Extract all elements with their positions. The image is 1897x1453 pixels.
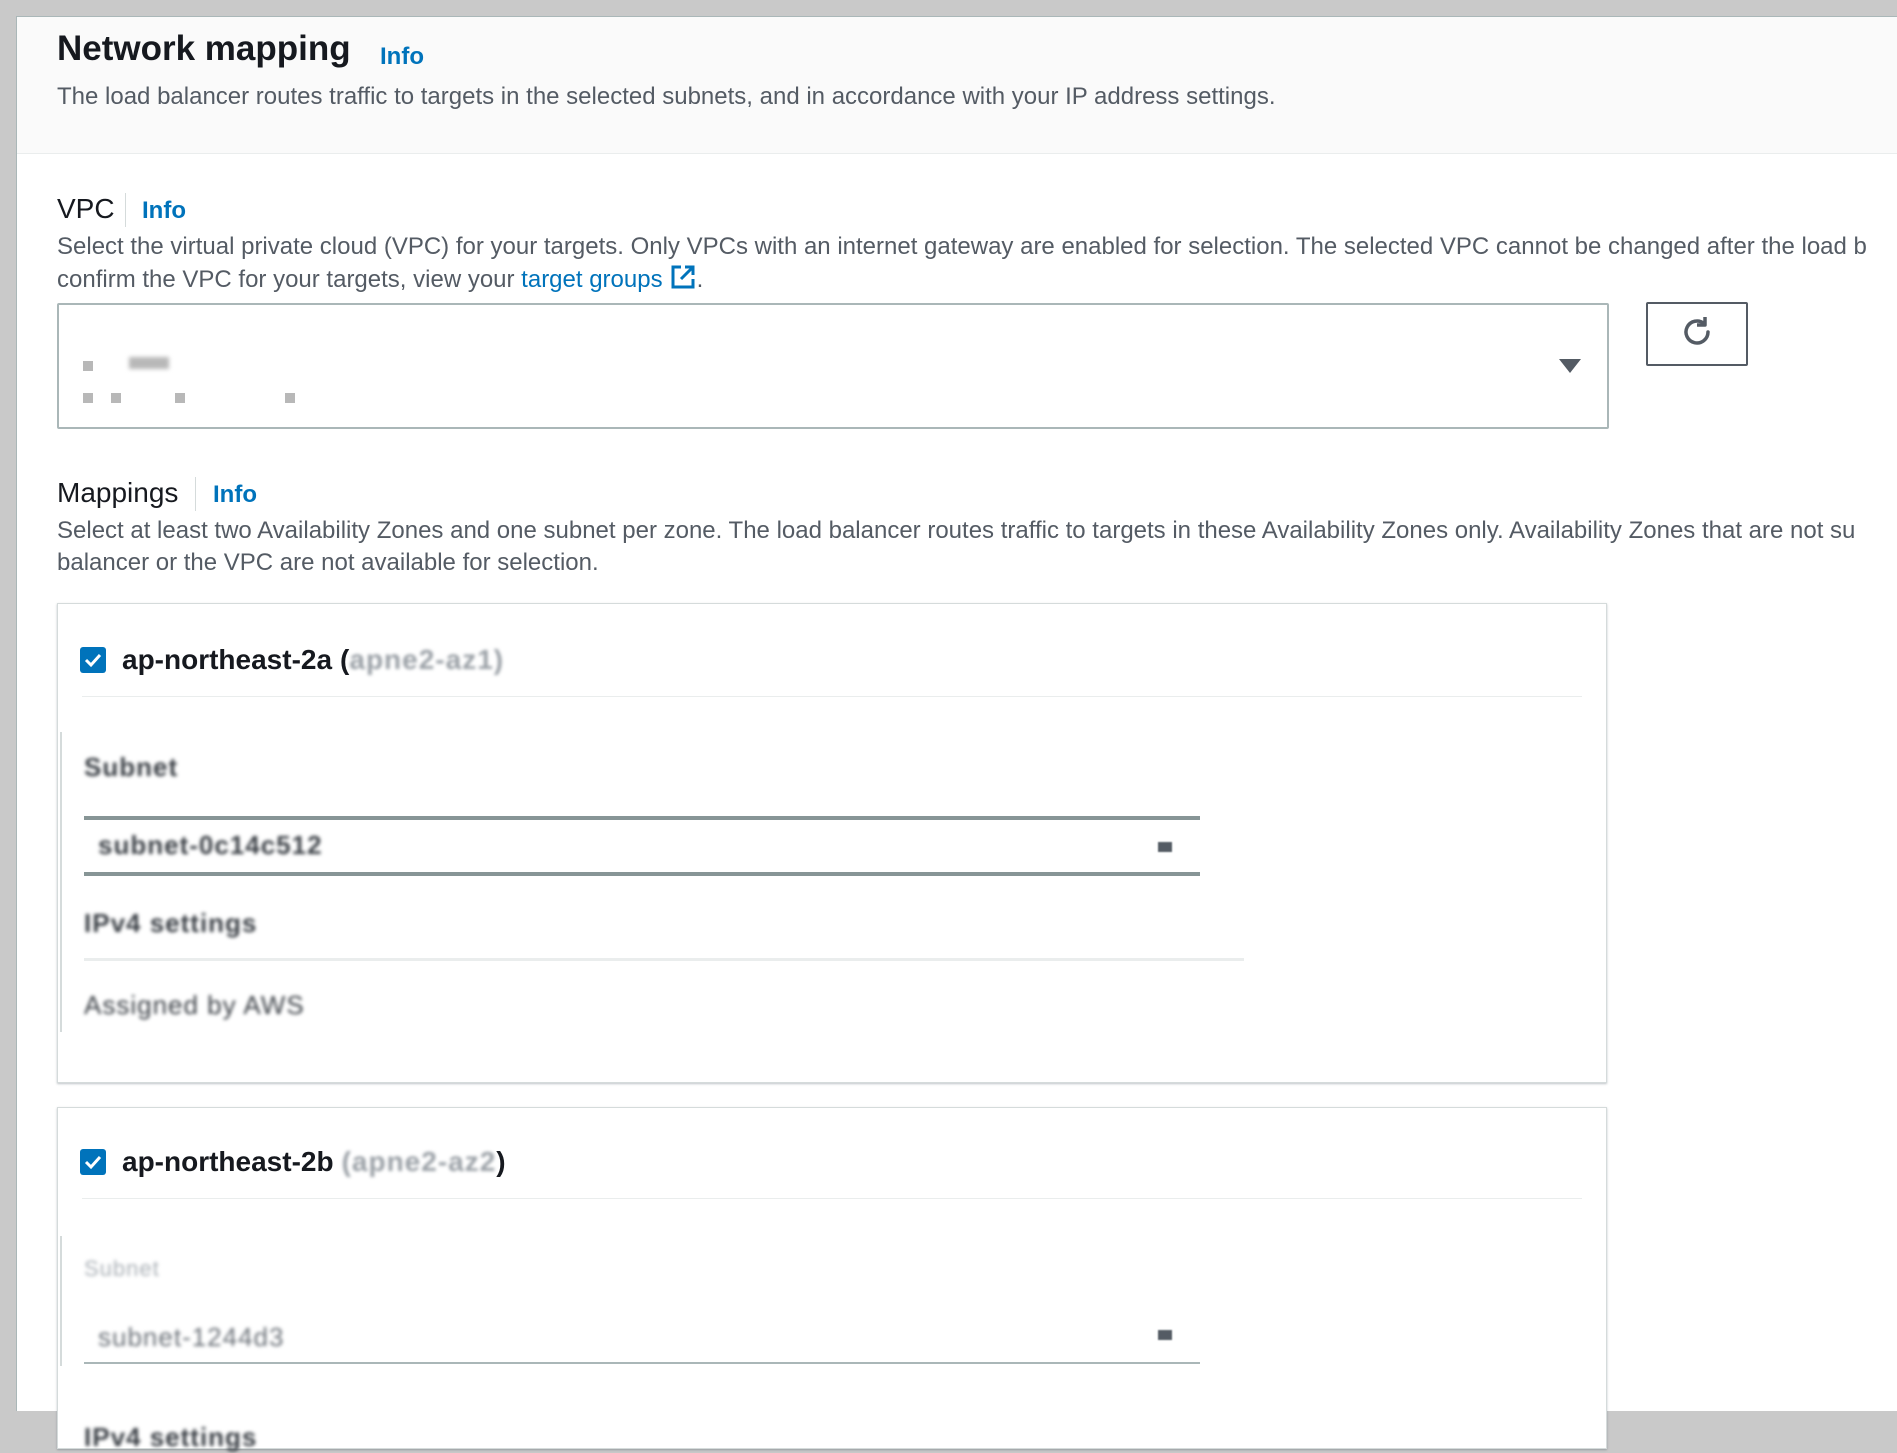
vpc-select-caret-icon — [1559, 359, 1581, 373]
subnet-caret-icon — [1158, 842, 1172, 852]
mappings-description-line1: Select at least two Availability Zones and one subnet per zone. The load balancer routes traffic to targets in these Availability Zones only. Availability Zones that are not su — [57, 517, 1856, 544]
ipv4-divider — [84, 958, 1244, 961]
vpc-description-prefix: confirm the VPC for your targets, view your — [57, 266, 522, 293]
section-info-link[interactable]: Info — [380, 43, 424, 70]
checkmark-icon — [83, 1152, 103, 1172]
refresh-icon — [1679, 314, 1715, 355]
vpc-select[interactable] — [57, 303, 1609, 429]
az-name: ap-northeast-2a — [122, 644, 333, 675]
az-checkbox[interactable] — [80, 647, 106, 673]
az-header — [80, 1146, 506, 1178]
vpc-refresh-button[interactable] — [1646, 302, 1748, 366]
vpc-value-redacted-6 — [285, 393, 295, 403]
mappings-info-link[interactable]: Info — [213, 481, 257, 508]
vpc-label: VPC — [57, 193, 115, 224]
mappings-description-line2: balancer or the VPC are not available for selection. — [57, 549, 599, 576]
checkmark-icon — [83, 650, 103, 670]
vpc-value-redacted-3 — [83, 393, 93, 403]
vpc-value-redacted-1 — [83, 361, 93, 371]
vpc-value-redacted-4 — [111, 393, 121, 403]
vpc-description-line1: Select the virtual private cloud (VPC) for your targets. Only VPCs with an internet gateway are enabled for selection. The selected VPC cannot be changed after the load b — [57, 233, 1867, 260]
section-title: Network mapping — [57, 29, 351, 68]
az-zone-id-redacted: (apne2-az2 — [341, 1146, 497, 1177]
vpc-value-redacted-5 — [175, 393, 185, 403]
ipv4-settings-label: IPv4 settings — [84, 1422, 258, 1452]
az-card-ap-northeast-2a — [57, 603, 1607, 1083]
mappings-info-separator — [195, 477, 196, 511]
section-description: The load balancer routes traffic to targets in the selected subnets, and in accordance with your IP address settings. — [57, 83, 1276, 110]
az-left-border — [60, 1236, 62, 1366]
vpc-info-separator — [125, 193, 126, 227]
subnet-select[interactable] — [84, 1304, 1200, 1364]
subnet-select[interactable] — [84, 816, 1200, 876]
az-card-ap-northeast-2b — [57, 1107, 1607, 1452]
vpc-description-suffix: . — [696, 266, 704, 293]
subnet-value: subnet-1244d3 — [98, 1322, 285, 1352]
vpc-value-redacted-2 — [129, 357, 169, 369]
subnet-label: Subnet — [84, 752, 179, 782]
az-header-divider — [82, 1198, 1582, 1199]
vpc-info-link[interactable]: Info — [142, 197, 186, 224]
az-zone-id-close: ) — [496, 1146, 506, 1177]
az-zone-id-open: ( — [340, 644, 350, 675]
network-mapping-panel — [16, 16, 1897, 1452]
az-zone-id-redacted: apne2-az1) — [349, 644, 505, 675]
subnet-select-bottom-border — [84, 872, 1200, 876]
az-name: ap-northeast-2b — [122, 1146, 334, 1177]
az-header — [80, 644, 504, 676]
subnet-caret-icon — [1158, 1330, 1172, 1340]
mappings-label: Mappings — [57, 477, 179, 508]
ipv4-settings-value: Assigned by AWS — [84, 990, 305, 1020]
subnet-select-bottom-border — [84, 1362, 1200, 1364]
target-groups-link[interactable]: target groups — [521, 266, 663, 293]
az-checkbox[interactable] — [80, 1149, 106, 1175]
external-link-icon[interactable] — [669, 263, 697, 300]
vpc-description-line2 — [57, 263, 703, 300]
az-header-divider — [82, 696, 1582, 697]
subnet-select-top-border — [84, 816, 1200, 820]
subnet-value: subnet-0c14c512 — [98, 830, 323, 860]
subnet-label: Subnet — [84, 1256, 160, 1281]
az-left-border — [60, 732, 62, 1032]
panel-header — [17, 17, 1897, 154]
vpc-select-underline — [429, 427, 1607, 429]
ipv4-settings-label: IPv4 settings — [84, 908, 258, 938]
